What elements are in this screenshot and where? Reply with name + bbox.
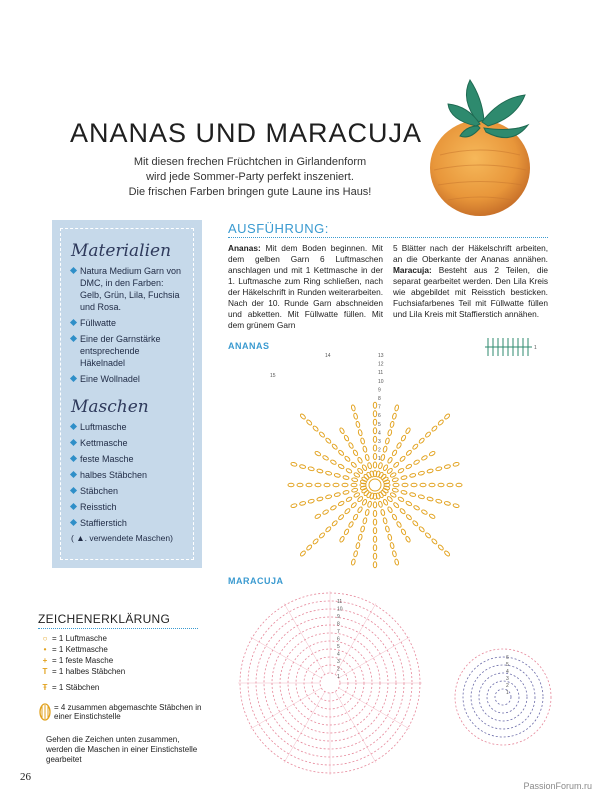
stitch-round — [455, 649, 551, 745]
materials-heading: Materialien — [71, 241, 172, 261]
stitch-mark — [394, 559, 399, 566]
stitch-mark — [373, 428, 376, 434]
instructions-col-2: 5 Blätter nach der Häkelschrift arbeiten, an die Oberkante der Ananas annähen. Maracuja: Besteht aus 2 Teilen, die separat gearbeitet werden. Den Lila Kreis wie abgebildet mit Reisstich besticken. Fuchsiafarbenes Teil mit Füllwatte füllen und Lila Kreis mit Staffierstich annähen. — [393, 243, 548, 319]
row-number: 11 — [378, 370, 384, 377]
stitch-mark — [308, 499, 315, 504]
stitch-mark — [288, 483, 294, 486]
list-item: Eine Wollnadel — [71, 373, 187, 385]
stitch-mark — [373, 553, 376, 559]
row-number: 6 — [337, 636, 340, 643]
list-item: Kettmasche — [71, 437, 187, 449]
bullet-icon — [70, 455, 77, 462]
stitch-mark — [378, 462, 383, 469]
increase-line — [339, 688, 410, 729]
bullet-icon — [70, 503, 77, 510]
stitch-mark — [447, 483, 453, 486]
intro-line: Die frischen Farben bringen gute Laune ins Haus! — [128, 186, 372, 198]
stitch-mark — [418, 437, 425, 444]
ananas-crochet-chart — [230, 345, 560, 570]
stitch-mark — [427, 497, 434, 502]
stitch-mark — [413, 505, 420, 511]
row-number: 2 — [337, 666, 340, 673]
stitch-mark — [420, 483, 426, 486]
stitch-mark — [362, 517, 367, 524]
stitch-mark — [338, 501, 345, 507]
stitch-mark — [314, 513, 321, 519]
stitch-mark — [431, 538, 438, 545]
legend-heading: ZEICHENERKLÄRUNG — [38, 612, 171, 626]
single-crochet-icon: + — [42, 656, 48, 665]
stitch-mark — [338, 449, 345, 456]
stitch-mark — [429, 483, 435, 486]
stitch-mark — [405, 464, 412, 470]
stitch-mark — [435, 466, 442, 471]
bullet-icon — [70, 335, 77, 342]
stitch-mark — [385, 526, 390, 533]
ananas-label: ANANAS — [228, 341, 270, 351]
stitch-mark — [402, 483, 408, 486]
stitch-mark — [373, 502, 376, 508]
stitch-mark — [366, 472, 372, 479]
legend-item: ○ = 1 Luftmasche — [38, 634, 107, 643]
stitch-mark — [396, 521, 402, 528]
stitch-mark — [324, 483, 330, 486]
stitch-mark — [339, 536, 345, 543]
stitch-round — [463, 657, 543, 737]
increase-line — [335, 603, 376, 674]
stitch-mark — [348, 442, 354, 449]
stitch-mark — [413, 459, 420, 465]
increase-line — [339, 637, 410, 678]
stitches-heading: Maschen — [71, 397, 149, 417]
stitch-mark — [350, 502, 357, 509]
stitch-mark — [373, 545, 376, 551]
stitch-mark — [367, 501, 372, 508]
stitch-mark — [362, 446, 367, 453]
row-number: 4 — [378, 430, 381, 437]
row-number: 8 — [337, 621, 340, 628]
stitch-mark — [339, 427, 345, 434]
bullet-icon — [70, 439, 77, 446]
stitch-mark — [343, 475, 350, 480]
increase-line — [250, 688, 321, 729]
stitch-mark — [390, 542, 395, 549]
stitch-mark — [373, 402, 376, 408]
stitch-mark — [387, 429, 392, 436]
legend-item: = 4 zusammen abgemaschte Stäbchen in einer Einstichstelle — [38, 703, 213, 721]
stitch-mark — [453, 503, 460, 508]
stitches-list — [71, 421, 187, 529]
row-number: 10 — [337, 606, 343, 613]
half-double-icon: T — [42, 667, 48, 676]
stitch-round — [479, 673, 527, 721]
center-ring — [369, 479, 381, 491]
row-number: 3 — [337, 659, 340, 665]
stitch-mark — [322, 455, 329, 461]
list-item: Luftmasche — [71, 421, 187, 433]
stitch-mark — [405, 427, 411, 434]
stitch-mark — [444, 413, 451, 420]
stitches-note: ( ▲. verwendete Maschen) — [71, 533, 173, 543]
stitch-mark — [319, 431, 326, 438]
row-number: 1 — [337, 674, 340, 680]
stitch-mark — [299, 464, 306, 469]
row-number: 2 — [378, 447, 381, 454]
stitch-mark — [401, 475, 408, 480]
stitch-mark — [325, 494, 332, 499]
stitch-mark — [425, 431, 432, 438]
stitch-mark — [333, 483, 339, 486]
stitch-mark — [399, 455, 406, 462]
stitch-mark — [357, 457, 363, 464]
stitch-mark — [392, 413, 397, 420]
stitch-mark — [398, 496, 405, 502]
row-number: 7 — [337, 629, 340, 635]
row-number: 10 — [378, 378, 384, 385]
materials-box — [52, 220, 202, 568]
stitch-mark — [317, 469, 324, 474]
stitch-mark — [418, 494, 425, 499]
row-number: 5 — [506, 662, 509, 668]
increase-line — [284, 692, 325, 763]
stitch-mark — [385, 438, 390, 445]
row-number: 12 — [378, 361, 384, 368]
stitch-mark — [437, 544, 444, 551]
stitch-mark — [429, 513, 436, 519]
instructions-col-1: Ananas: Mit dem Boden beginnen. Mit dem gelben Garn 6 Luftmaschen anschlagen und mit 1 Kettmasche in der 1. Luftmasche zum Ring schließen, nach der Häkelschrift in Runden weiterarbeiten. Nach der 10. Runde Garn abschneiden und abketten. Mit Füllwatte füllen. Mit dem grünem Garn — [228, 243, 383, 330]
stitch-mark — [308, 466, 315, 471]
stitch-mark — [346, 496, 353, 502]
stitch-mark — [334, 473, 341, 478]
maracuja-label: MARACUJA — [228, 576, 284, 586]
instructions-heading: AUSFÜHRUNG: — [228, 221, 329, 236]
list-item: Staffierstich — [71, 517, 187, 529]
stitch-mark — [396, 442, 402, 449]
stitch-mark — [405, 501, 412, 507]
cluster-stitch-icon — [38, 703, 52, 721]
stitch-mark — [398, 468, 405, 474]
stitch-mark — [342, 483, 348, 486]
stitch-mark — [421, 455, 428, 461]
row-number: 7 — [378, 404, 381, 411]
row-number: 9 — [378, 387, 381, 394]
stitch-mark — [344, 455, 351, 462]
stitch-mark — [399, 508, 406, 515]
stitch-mark — [319, 532, 326, 539]
stitch-mark — [380, 509, 385, 516]
stitch-mark — [373, 511, 376, 517]
stitch-mark — [331, 520, 338, 527]
stitch-mark — [393, 461, 400, 468]
list-item: Füllwatte — [71, 317, 187, 329]
stitch-mark — [435, 499, 442, 504]
stitch-mark — [373, 419, 376, 425]
row-number: 5 — [337, 644, 340, 650]
slip-stitch-icon: • — [43, 645, 47, 654]
stitch-mark — [306, 483, 312, 486]
stitch-mark — [314, 451, 321, 457]
stitch-mark — [401, 435, 407, 442]
stitch-mark — [437, 419, 444, 426]
stitch-mark — [393, 483, 399, 486]
stitch-mark — [382, 476, 389, 482]
row-number: 4 — [337, 651, 340, 658]
stitch-mark — [330, 459, 337, 465]
stitch-mark — [421, 509, 428, 515]
stitch-mark — [444, 550, 451, 557]
stitch-mark — [387, 506, 393, 513]
page-title: ANANAS UND MARACUJA — [70, 118, 423, 148]
crochet-fruit-photo — [420, 70, 550, 220]
stitch-mark — [444, 501, 451, 506]
stitch-mark — [312, 425, 319, 432]
materials-list — [71, 265, 187, 385]
row-number: 1 — [534, 345, 537, 351]
stitch-mark — [365, 454, 370, 461]
stitch-mark — [383, 517, 388, 524]
stitch-mark — [406, 514, 413, 521]
stitch-mark — [334, 492, 341, 497]
stitch-mark — [300, 550, 307, 557]
list-item: Stäbchen — [71, 485, 187, 497]
stitch-mark — [387, 534, 392, 541]
stitch-round — [487, 681, 519, 713]
maracuja-small-chart — [448, 642, 558, 752]
stitch-mark — [338, 514, 345, 521]
stitch-mark — [409, 492, 416, 497]
heading-divider — [228, 237, 548, 238]
stitch-mark — [373, 562, 376, 568]
increase-line — [284, 603, 325, 674]
stitch-mark — [353, 550, 358, 557]
row-number: 6 — [506, 655, 509, 661]
row-number: 1 — [378, 456, 381, 463]
stitch-mark — [390, 421, 395, 428]
intro-text — [95, 155, 405, 200]
stitch-mark — [344, 508, 351, 515]
row-number: 5 — [378, 421, 381, 428]
stitch-mark — [351, 559, 356, 566]
bullet-icon — [70, 319, 77, 326]
row-number: 3 — [506, 676, 509, 682]
stitch-mark — [412, 520, 419, 527]
stitch-mark — [350, 461, 357, 468]
stitch-mark — [312, 538, 319, 545]
list-item: Natura Medium Garn von DMC, in den Farben: Gelb, Grün, Lila, Fuchsia und Rosa. — [71, 265, 187, 313]
stitch-mark — [348, 521, 354, 528]
bullet-icon — [70, 267, 77, 274]
stitch-mark — [358, 429, 363, 436]
double-crochet-icon: Ŧ — [42, 683, 48, 692]
stitch-mark — [360, 526, 365, 533]
stitch-mark — [373, 519, 376, 525]
stitch-mark — [291, 503, 298, 508]
intro-line: Mit diesen frechen Früchtchen in Girlandenform — [133, 156, 367, 168]
list-item: Reisstich — [71, 501, 187, 513]
stitch-mark — [297, 483, 303, 486]
legend-item: + = 1 feste Masche — [38, 656, 113, 665]
legend-item: Ŧ = 1 Stäbchen — [38, 683, 99, 692]
stitch-mark — [306, 544, 313, 551]
stitch-mark — [330, 505, 337, 511]
row-number: 3 — [378, 439, 381, 445]
legend-divider — [38, 628, 198, 629]
stitch-mark — [357, 506, 363, 513]
stitch-mark — [373, 411, 376, 417]
stitch-mark — [317, 497, 324, 502]
stitch-mark — [418, 526, 425, 533]
stitch-mark — [380, 454, 385, 461]
stitch-mark — [373, 436, 376, 442]
stitch-mark — [453, 462, 460, 467]
stitch-mark — [425, 532, 432, 539]
stitch-mark — [344, 435, 350, 442]
stitch-mark — [392, 514, 398, 521]
stitch-mark — [387, 457, 393, 464]
stitch-mark — [322, 509, 329, 515]
stitch-mark — [325, 526, 332, 533]
stitch-mark — [331, 443, 338, 450]
stitch-mark — [393, 502, 400, 509]
stitch-mark — [401, 490, 408, 495]
increase-line — [335, 692, 376, 763]
stitch-mark — [358, 534, 363, 541]
stitch-mark — [355, 421, 360, 428]
row-number: 9 — [337, 614, 340, 620]
leaf-crochet-chart — [480, 332, 540, 362]
row-number: 4 — [506, 669, 509, 675]
stitch-mark — [383, 446, 388, 453]
stitch-mark — [300, 413, 307, 420]
stitch-mark — [344, 528, 350, 535]
stitch-mark — [378, 491, 384, 498]
legend-note: Gehen die Zeichen unten zusammen, werden die Maschen in einer Einstichstelle gearbeitet — [46, 735, 198, 764]
stitch-mark — [306, 419, 313, 426]
row-number: 11 — [337, 599, 343, 605]
stitch-mark — [353, 514, 359, 521]
stitch-mark — [325, 437, 332, 444]
row-number: 13 — [378, 353, 384, 359]
stitch-mark — [412, 443, 419, 450]
chain-stitch-icon: ○ — [42, 634, 48, 643]
row-number: 14 — [325, 353, 331, 359]
row-number: 6 — [378, 413, 381, 420]
stitch-mark — [373, 445, 376, 451]
stitch-mark — [353, 449, 359, 456]
stitch-mark — [411, 483, 417, 486]
increase-line — [250, 637, 321, 678]
stitch-mark — [406, 449, 413, 456]
stitch-mark — [351, 477, 358, 482]
legend-item: • = 1 Kettmasche — [38, 645, 108, 654]
stitch-mark — [401, 528, 407, 535]
stitch-round — [471, 665, 535, 729]
row-number: 2 — [506, 683, 509, 689]
legend-item: T = 1 halbes Stäbchen — [38, 667, 125, 676]
stitch-mark — [373, 528, 376, 534]
stitch-mark — [361, 488, 368, 494]
stitch-mark — [418, 471, 425, 476]
intro-line: wird jede Sommer-Party perfekt inszeniert. — [146, 171, 354, 183]
stitch-mark — [405, 536, 411, 543]
bullet-icon — [70, 487, 77, 494]
stitch-mark — [346, 468, 353, 474]
watermark: PassionForum.ru — [523, 781, 592, 791]
stitch-mark — [360, 438, 365, 445]
stitch-mark — [315, 483, 321, 486]
list-item: feste Masche — [71, 453, 187, 465]
stitch-mark — [353, 413, 358, 420]
page-number: 26 — [20, 771, 31, 783]
stitch-mark — [438, 483, 444, 486]
stitch-mark — [427, 469, 434, 474]
stitch-mark — [355, 542, 360, 549]
stitch-mark — [409, 473, 416, 478]
stitch-mark — [373, 462, 376, 468]
stitch-mark — [373, 536, 376, 542]
stitch-mark — [351, 405, 356, 412]
row-number: 1 — [506, 690, 509, 696]
stitch-mark — [291, 462, 298, 467]
stitch-mark — [378, 501, 383, 508]
stitch-mark — [351, 483, 357, 486]
row-number: 8 — [378, 396, 381, 402]
stitch-mark — [351, 488, 358, 493]
stitch-mark — [392, 488, 399, 493]
stitch-mark — [429, 451, 436, 457]
bullet-icon — [70, 423, 77, 430]
bullet-icon — [70, 375, 77, 382]
list-item: halbes Stäbchen — [71, 469, 187, 481]
stitch-mark — [394, 405, 399, 412]
maracuja-crochet-chart — [225, 585, 440, 780]
stitch-mark — [431, 425, 438, 432]
bullet-icon — [70, 471, 77, 478]
stitch-mark — [325, 471, 332, 476]
stitch-mark — [392, 550, 397, 557]
list-item: Eine der Garnstärke entsprechende Häkelnadel — [71, 333, 187, 369]
stitch-mark — [444, 464, 451, 469]
stitch-mark — [343, 490, 350, 495]
stitch-mark — [365, 509, 370, 516]
stitch-mark — [392, 449, 398, 456]
stitch-mark — [367, 462, 372, 469]
stitch-mark — [373, 454, 376, 460]
row-number: 15 — [270, 373, 276, 379]
bullet-icon — [70, 519, 77, 526]
stitch-mark — [299, 501, 306, 506]
stitch-mark — [392, 477, 399, 482]
stitch-mark — [338, 464, 345, 470]
stitch-mark — [456, 483, 462, 486]
